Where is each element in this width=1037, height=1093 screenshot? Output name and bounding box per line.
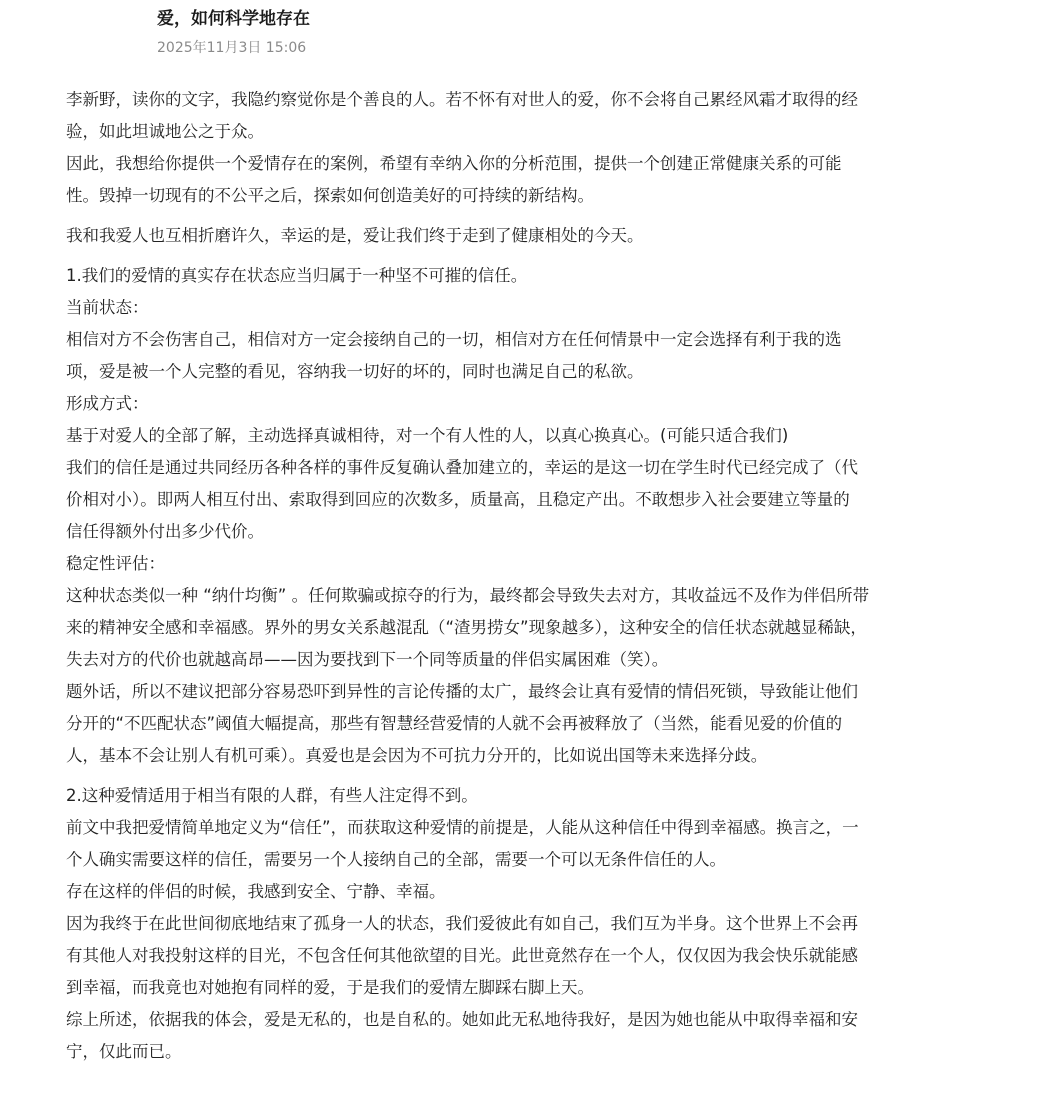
paragraph-line: 题外话，所以不建议把部分容易恐吓到异性的言论传播的太广，最终会让真有爱情的情侣死锁，导致能让他们: [66, 682, 858, 701]
paragraph-line: 因此，我想给你提供一个爱情存在的案例，希望有幸纳入你的分析范围，提供一个创建正常健康关系的可能: [66, 154, 842, 173]
article-body: [66, 84, 946, 1068]
subheading: 当前状态：: [66, 298, 149, 317]
article-title: 爱，如何科学地存在: [157, 9, 310, 29]
paragraph-line: 相信对方不会伤害自己，相信对方一定会接纳自己的一切，相信对方在任何情景中一定会选择有利于我的选: [66, 330, 842, 349]
paragraph-line: 验，如此坦诚地公之于众。: [66, 122, 264, 141]
paragraph-line: 性。毁掉一切现有的不公平之后，探索如何创造美好的可持续的新结构。: [66, 186, 594, 205]
paragraph-gap: [66, 772, 946, 780]
paragraph-gap: [66, 252, 946, 260]
paragraph-line: 个人确实需要这样的信任，需要另一个人接纳自己的全部，需要一个可以无条件信任的人。: [66, 850, 726, 869]
paragraph-line: 我们的信任是通过共同经历各种各样的事件反复确认叠加建立的，幸运的是这一切在学生时代已经完成了（代: [66, 458, 858, 477]
paragraph-line: 项，爱是被一个人完整的看见，容纳我一切好的坏的，同时也满足自己的私欲。: [66, 362, 644, 381]
paragraph-line: 因为我终于在此世间彻底地结束了孤身一人的状态，我们爱彼此有如自己，我们互为半身。这个世界上不会再: [66, 914, 858, 933]
paragraph-line: 李新野，读你的文字，我隐约察觉你是个善良的人。若不怀有对世人的爱，你不会将自己累经风霜才取得的经: [66, 90, 858, 109]
article-timestamp: 2025年11月3日 15:06: [157, 40, 307, 56]
paragraph-gap: [66, 212, 946, 220]
article-header: [157, 6, 310, 58]
paragraph-line: 宁，仅此而已。: [66, 1042, 182, 1061]
paragraph-line: 有其他人对我投射这样的目光，不包含任何其他欲望的目光。此世竟然存在一个人，仅仅因为我会快乐就能感: [66, 946, 858, 965]
subheading: 稳定性评估：: [66, 554, 165, 573]
subheading: 形成方式：: [66, 394, 149, 413]
paragraph-line: 存在这样的伴侣的时候，我感到安全、宁静、幸福。: [66, 882, 446, 901]
paragraph-line: 基于对爱人的全部了解，主动选择真诚相待，对一个有人性的人，以真心换真心。(可能只适合我们): [66, 426, 789, 445]
paragraph-line: 分开的“不匹配状态”阈值大幅提高，那些有智慧经营爱情的人就不会再被释放了（当然，能看见爱的价值的: [66, 714, 843, 733]
paragraph-line: 价相对小）。即两人相互付出、索取得到回应的次数多，质量高，且稳定产出。不敢想步入社会要建立等量的: [66, 490, 850, 509]
paragraph-line: 综上所述，依据我的体会，爱是无私的，也是自私的。她如此无私地待我好，是因为她也能从中取得幸福和安: [66, 1010, 858, 1029]
paragraph-line: 失去对方的代价也就越高昂——因为要找到下一个同等质量的伴侣实属困难（笑）。: [66, 650, 669, 669]
paragraph-line: 前文中我把爱情简单地定义为“信任”，而获取这种爱情的前提是，人能从这种信任中得到幸福感。换言之，一: [66, 818, 859, 837]
paragraph-line: 来的精神安全感和幸福感。界外的男女关系越混乱（“渣男捞女”现象越多），这种安全的信任状态就越显稀缺，: [66, 618, 867, 637]
paragraph-line: 信任得额外付出多少代价。: [66, 522, 264, 541]
paragraph-line: 我和我爱人也互相折磨许久，幸运的是，爱让我们终于走到了健康相处的今天。: [66, 226, 644, 245]
section-heading: 1.我们的爱情的真实存在状态应当归属于一种坚不可摧的信任。: [66, 266, 528, 285]
paragraph-line: 人，基本不会让别人有机可乘）。真爱也是会因为不可抗力分开的，比如说出国等未来选择分歧。: [66, 746, 768, 765]
paragraph-line: 到幸福，而我竟也对她抱有同样的爱，于是我们的爱情左脚踩右脚上天。: [66, 978, 594, 997]
paragraph-line: 这种状态类似一种 “纳什均衡” 。任何欺骗或掠夺的行为，最终都会导致失去对方，其收益远不及作为伴侣所带: [66, 586, 870, 605]
section-heading: 2.这种爱情适用于相当有限的人群，有些人注定得不到。: [66, 786, 478, 805]
